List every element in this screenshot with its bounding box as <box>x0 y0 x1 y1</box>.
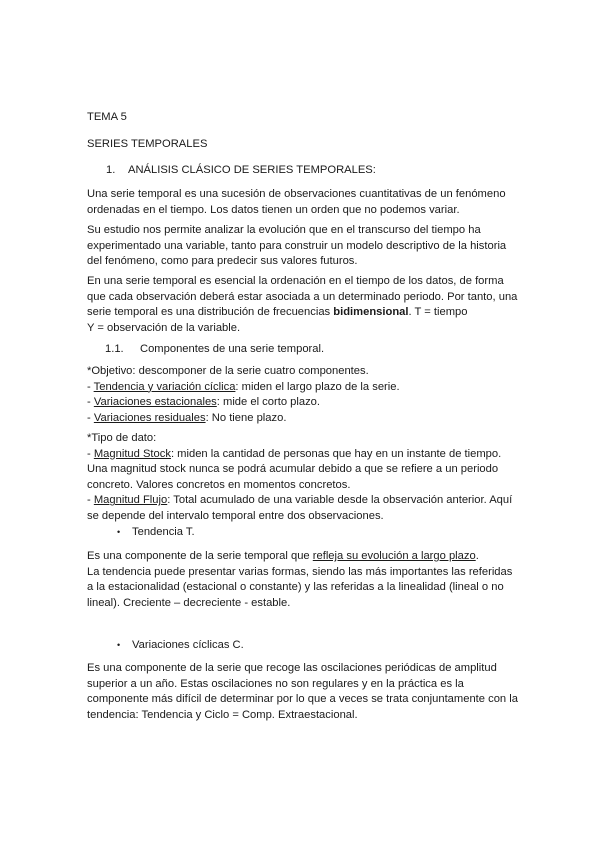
paragraph-definition: Una serie temporal es una sucesión de observaciones cuantitativas de un fenómeno ordenadas en el tiempo. Los datos tienen un orden que no podemos variar. <box>87 188 506 216</box>
bullet-icon: • <box>117 640 121 650</box>
list-item: - Variaciones residuales: No tiene plazo. <box>87 411 287 424</box>
topic-label: TEMA 5 <box>87 111 127 123</box>
data-type-list: *Tipo de dato: - Magnitud Stock: miden la cantidad de personas que hay en un instante de tiempo. Una magnitud stock nunca se podrá acumular debido a que se refiere a un periodo concreto. Valores concretos en momentos concretos. - Magnitud Flujo: Total acumulado de una variable desde la observación anterior. Aquí se depende del intervalo temporal entre dos observaciones. <box>87 431 527 525</box>
objective-list: *Objetivo: descomponer de la serie cuatro componentes. - Tendencia y variación cíclica: miden el largo plazo de la serie. - Variaciones estacionales: mide el corto plazo. - Variaciones residuales: No tiene plazo. <box>87 364 527 426</box>
paragraph-ordering: En una serie temporal es esencial la ordenación en el tiempo de los datos, de forma que cada observación deberá estar asociada a un determinado periodo. Por tanto, una serie temporal es una distribución de frecuencias bidimensional. T = tiempo Y = observación de la variable. <box>87 274 527 336</box>
paragraph-study: Su estudio nos permite analizar la evolución que en el transcurso del tiempo ha experimentado una variable, tanto para construir un modelo descriptivo de la historia del fenómeno, como para predecir sus valores futuros. <box>87 224 507 268</box>
paragraph-ciclicas: Es una componente de la serie que recoge las oscilaciones periódicas de amplitud superior a un año. Estas oscilaciones no son regulares y en la práctica es la componente más difícil de determinar por lo que a veces se trata conjuntamente con la tendencia: Tendencia y Ciclo = Comp. Extraestacional. <box>87 662 518 721</box>
bidimensional-line: serie temporal es una distribución de frecuencias bidimensional. T = tiempo <box>87 306 468 319</box>
list-item: - Magnitud Stock: miden la cantidad de personas que hay en un instante de tiempo. <box>87 447 502 460</box>
section-1-1-heading: 1.1. Componentes de una serie temporal. <box>105 343 325 355</box>
bidimensional-term: bidimensional <box>333 306 409 319</box>
bullet-variaciones-ciclicas: • Variaciones cíclicas C. <box>117 638 244 654</box>
bullet-icon: • <box>117 527 121 537</box>
section-1-heading: 1. ANÁLISIS CLÁSICO DE SERIES TEMPORALES: <box>106 164 376 176</box>
paragraph-tendencia: Es una componente de la serie temporal que refleja su evolución a largo plazo. La tendencia puede presentar varias formas, siendo las más importantes las referidas a la estacionalidad (estacional o constante) y las referidas a la linealidad (lineal o no lineal). Creciente – decreciente - estable. <box>87 550 513 609</box>
bullet-tendencia: • Tendencia T. <box>117 525 195 541</box>
document-heading: SERIES TEMPORALES <box>87 138 208 150</box>
list-item: - Tendencia y variación cíclica: miden el largo plazo de la serie. <box>87 380 400 393</box>
list-item: - Magnitud Flujo: Total acumulado de una variable desde la observación anterior. Aquí <box>87 494 513 507</box>
list-item: - Variaciones estacionales: mide el corto plazo. <box>87 396 321 409</box>
